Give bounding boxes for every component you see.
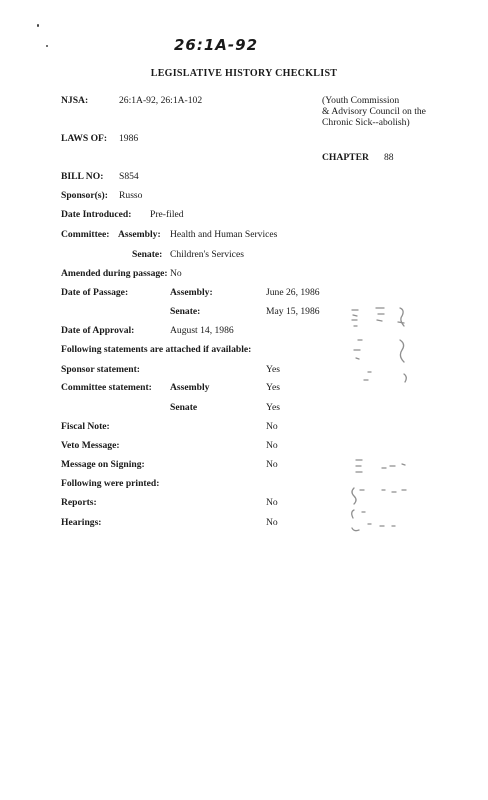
message-on-signing-value: No [266, 459, 278, 470]
date-introduced-label: Date Introduced: [61, 209, 132, 220]
reports-label: Reports: [61, 497, 97, 508]
subject-note-line3: Chronic Sick--abolish) [322, 117, 410, 128]
following-printed-label: Following were printed: [61, 478, 160, 489]
sponsor-value: Russo [119, 190, 143, 201]
hearings-value: No [266, 517, 278, 528]
sponsor-statement-label: Sponsor statement: [61, 364, 140, 375]
committee-senate-value: Children's Services [170, 249, 244, 260]
bill-no-value: S854 [119, 171, 139, 182]
message-on-signing-label: Message on Signing: [61, 459, 145, 470]
njsa-label: NJSA: [61, 95, 89, 106]
committee-statement-label: Committee statement: [61, 382, 152, 393]
subject-note-line1: (Youth Commission [322, 95, 400, 106]
veto-message-label: Veto Message: [61, 440, 120, 451]
date-introduced-value: Pre-filed [150, 209, 184, 220]
veto-message-value: No [266, 440, 278, 451]
sponsor-statement-value: Yes [266, 364, 280, 375]
passage-assembly-label: Assembly: [170, 287, 213, 298]
sponsor-label: Sponsor(s): [61, 190, 108, 201]
passage-senate-value: May 15, 1986 [266, 306, 320, 317]
date-of-approval-label: Date of Approval: [61, 325, 135, 336]
following-attached-label: Following statements are attached if available: [61, 344, 252, 355]
reports-value: No [266, 497, 278, 508]
committee-statement-senate-value: Yes [266, 402, 280, 413]
committee-statement-senate-label: Senate [170, 402, 198, 413]
njsa-value: 26:1A-92, 26:1A-102 [119, 95, 203, 106]
amended-value: No [170, 268, 182, 279]
committee-assembly-value: Health and Human Services [170, 229, 278, 240]
committee-senate-label: Senate: [132, 249, 163, 260]
date-of-approval-value: August 14, 1986 [170, 325, 234, 336]
committee-assembly-label: Assembly: [118, 229, 161, 240]
laws-of-value: 1986 [119, 133, 139, 144]
passage-senate-label: Senate: [170, 306, 201, 317]
committee-label: Committee: [61, 229, 110, 240]
date-of-passage-label: Date of Passage: [61, 287, 129, 298]
subject-note-line2: & Advisory Council on the [322, 106, 426, 117]
hearings-label: Hearings: [61, 517, 102, 528]
faded-stamp-marks [338, 300, 418, 540]
chapter-value: 88 [384, 152, 394, 163]
scan-speck [46, 45, 48, 47]
bill-no-label: BILL NO: [61, 171, 104, 182]
fiscal-note-value: No [266, 421, 278, 432]
passage-assembly-value: June 26, 1986 [266, 287, 320, 298]
handwritten-number: 26:1A-92 [174, 36, 259, 54]
scan-speck [37, 24, 39, 27]
fiscal-note-label: Fiscal Note: [61, 421, 110, 432]
chapter-label: CHAPTER [322, 152, 369, 163]
laws-of-label: LAWS OF: [61, 133, 108, 144]
amended-label: Amended during passage: [61, 268, 168, 279]
committee-statement-assembly-value: Yes [266, 382, 280, 393]
committee-statement-assembly-label: Assembly [170, 382, 210, 393]
page-title: LEGISLATIVE HISTORY CHECKLIST [150, 68, 338, 79]
